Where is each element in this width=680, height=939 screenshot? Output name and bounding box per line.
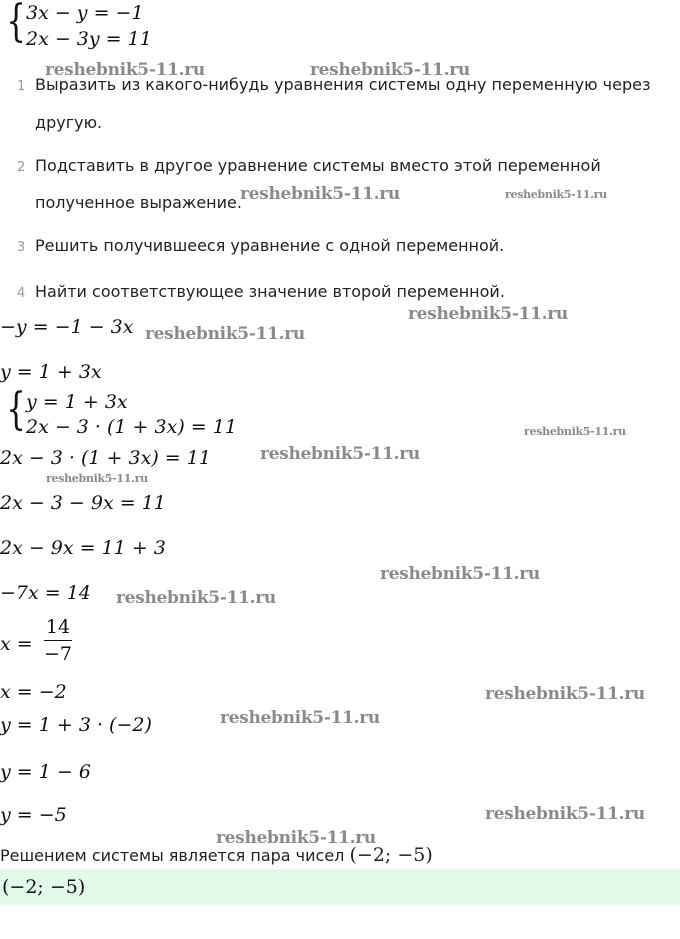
fraction-numerator: 14	[45, 616, 71, 638]
watermark: reshebnik5-11.ru	[524, 425, 626, 438]
watermark: reshebnik5-11.ru	[240, 184, 400, 204]
watermark: reshebnik5-11.ru	[220, 708, 380, 728]
solution-line-8: x = −2	[0, 681, 67, 703]
watermark: reshebnik5-11.ru	[216, 828, 376, 848]
step-text-1-cont: другую.	[35, 113, 103, 132]
step-number-3: 3	[17, 240, 26, 255]
watermark: reshebnik5-11.ru	[505, 188, 607, 201]
step-text-4: Найти соответствующее значение второй переменной.	[35, 282, 505, 301]
watermark: reshebnik5-11.ru	[46, 472, 148, 485]
system-equation-2: 2x − 3y = 11	[26, 28, 152, 50]
watermark: reshebnik5-11.ru	[485, 684, 645, 704]
solution-line-5: 2x − 9x = 11 + 3	[0, 537, 166, 559]
answer-value: (−2; −5)	[2, 876, 86, 898]
solution-line-6: −7x = 14	[0, 582, 91, 604]
step-text-3: Решить получившееся уравнение с одной переменной.	[35, 236, 505, 255]
watermark: reshebnik5-11.ru	[45, 60, 205, 80]
conclusion-sentence	[0, 846, 433, 865]
fraction-lhs: x =	[0, 633, 33, 655]
fraction-denominator: −7	[44, 643, 73, 665]
conclusion-pair: (−2; −5)	[349, 844, 433, 866]
step-text-2: Подставить в другое уравнение системы вместо этой переменной	[35, 156, 601, 175]
solution-line-3: 2x − 3 · (1 + 3x) = 11	[0, 447, 211, 469]
solution-line-9: y = 1 + 3 · (−2)	[0, 714, 152, 736]
system-equation-1: 3x − y = −1	[26, 2, 144, 24]
fraction	[44, 618, 72, 664]
step-text-2-cont: полученное выражение.	[35, 193, 242, 212]
substitution-system-equation-1: y = 1 + 3x	[26, 391, 128, 413]
solution-line-2: y = 1 + 3x	[0, 361, 102, 383]
system-brace: {	[6, 0, 26, 47]
step-text-1: Выразить из какого-нибудь уравнения системы одну переменную через	[35, 75, 651, 94]
answer-box	[0, 869, 680, 905]
watermark: reshebnik5-11.ru	[260, 444, 420, 464]
substitution-system-brace: {	[6, 384, 26, 435]
solution-line-4: 2x − 3 − 9x = 11	[0, 492, 166, 514]
watermark: reshebnik5-11.ru	[485, 804, 645, 824]
watermark: reshebnik5-11.ru	[408, 304, 568, 324]
solution-line-1: −y = −1 − 3x	[0, 316, 134, 338]
substitution-system-equation-2: 2x − 3 · (1 + 3x) = 11	[26, 416, 237, 438]
step-number-1: 1	[17, 79, 26, 94]
watermark: reshebnik5-11.ru	[380, 564, 540, 584]
fraction-bar	[44, 640, 72, 641]
solution-line-10: y = 1 − 6	[0, 761, 91, 783]
watermark: reshebnik5-11.ru	[310, 60, 470, 80]
step-number-4: 4	[17, 286, 26, 301]
watermark: reshebnik5-11.ru	[145, 324, 305, 344]
solution-line-11: y = −5	[0, 804, 67, 826]
conclusion-text: Решением системы является пара чисел	[0, 846, 345, 865]
watermark: reshebnik5-11.ru	[116, 588, 276, 608]
step-number-2: 2	[17, 160, 26, 175]
